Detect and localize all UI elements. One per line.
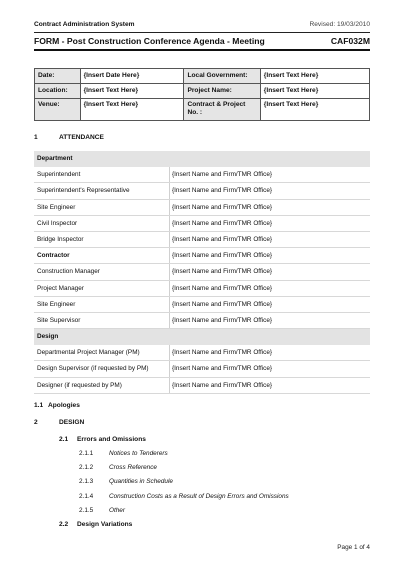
date-field[interactable]: {Insert Date Here} (80, 69, 184, 84)
agenda-item (79, 464, 369, 473)
location-field[interactable]: {Insert Text Here} (80, 84, 184, 99)
agenda-item-text: Other (109, 506, 125, 514)
section-title: Errors and Omissions (77, 436, 146, 443)
attendee-name-field[interactable]: {Insert Name and Firm/TMR Office} (172, 316, 273, 324)
column-divider (169, 264, 170, 279)
attendee-name-field[interactable]: {Insert Name and Firm/TMR Office} (172, 284, 273, 292)
form-code: CAF032M (330, 36, 370, 46)
attendee-name-field[interactable]: {Insert Name and Firm/TMR Office} (172, 365, 273, 373)
agenda-item-text: Construction Costs as a Result of Design Errors and Omissions (109, 492, 289, 500)
agenda-item-number: 2.1.5 (79, 506, 94, 514)
attendance-role: Design Supervisor (if requested by PM) (37, 365, 149, 373)
attendee-name-field[interactable]: {Insert Name and Firm/TMR Office} (172, 381, 273, 389)
page-number: Page 1 of 4 (337, 544, 370, 551)
attendance-row (34, 378, 370, 394)
attendance-row (34, 281, 370, 297)
agenda-item-number: 2.1.2 (79, 464, 94, 472)
column-divider (169, 281, 170, 296)
local-government-field[interactable]: {Insert Text Here} (260, 69, 369, 84)
attendance-role: Department (37, 155, 73, 162)
attendance-row (34, 361, 370, 377)
column-divider (169, 167, 170, 182)
section-number: 1 (34, 134, 38, 141)
contract-project-no-field[interactable]: {Insert Text Here} (260, 99, 369, 121)
revised-date: Revised: 19/03/2010 (309, 21, 370, 28)
attendance-row (34, 345, 370, 361)
attendance-role: Design (37, 333, 59, 341)
attendance-role: Civil Inspector (37, 219, 78, 227)
location-label: Location: (35, 84, 81, 99)
column-divider (169, 361, 170, 376)
attendee-name-field[interactable]: {Insert Name and Firm/TMR Office} (172, 268, 273, 276)
agenda-item (79, 507, 369, 516)
attendance-row (34, 313, 370, 329)
column-divider (169, 232, 170, 247)
attendance-role: Site Engineer (37, 203, 76, 211)
attendance-role: Site Supervisor (37, 316, 81, 324)
attendance-row (34, 264, 370, 280)
column-divider (169, 345, 170, 360)
attendee-name-field[interactable]: {Insert Name and Firm/TMR Office} (172, 235, 273, 243)
section-number: 1.1 (34, 402, 44, 409)
attendance-role: Designer (if requested by PM) (37, 381, 122, 389)
project-name-label: Project Name: (184, 84, 260, 99)
agenda-item-text: Notices to Tenderers (109, 450, 168, 457)
section-design-heading (34, 419, 234, 428)
subsection-errors-omissions-heading (59, 436, 259, 445)
attendee-name-field[interactable]: {Insert Name and Firm/TMR Office} (172, 171, 273, 179)
attendee-name-field[interactable]: {Insert Name and Firm/TMR Office} (172, 349, 273, 357)
attendance-row (34, 232, 370, 248)
form-title: FORM - Post Construction Conference Agenda - Meeting (34, 36, 265, 46)
header-rule (34, 32, 370, 33)
agenda-item (79, 493, 369, 502)
column-divider (169, 313, 170, 328)
attendee-name-field[interactable]: {Insert Name and Firm/TMR Office} (172, 300, 273, 308)
attendance-row (34, 248, 370, 264)
section-attendance-heading (34, 134, 234, 143)
attendance-role: Superintendent (37, 171, 81, 179)
attendee-name-field[interactable]: {Insert Name and Firm/TMR Office} (172, 203, 273, 211)
attendance-row (34, 297, 370, 313)
agenda-item-number: 2.1.3 (79, 478, 94, 486)
column-divider (169, 248, 170, 263)
system-name: Contract Administration System (34, 21, 135, 28)
attendance-role: Departmental Project Manager (PM) (37, 349, 140, 357)
section-title: Design Variations (77, 521, 133, 528)
column-divider (169, 183, 170, 198)
venue-label: Venue: (35, 99, 81, 121)
project-name-field[interactable]: {Insert Text Here} (260, 84, 369, 99)
attendee-name-field[interactable]: {Insert Name and Firm/TMR Office} (172, 219, 273, 227)
column-divider (169, 297, 170, 312)
attendance-row (34, 167, 370, 183)
agenda-item-number: 2.1.1 (79, 450, 94, 457)
date-label: Date: (35, 69, 81, 84)
header-title-line (34, 36, 370, 48)
attendee-name-field[interactable]: {Insert Name and Firm/TMR Office} (172, 187, 273, 195)
local-government-label: Local Government: (184, 69, 260, 84)
attendance-role: Project Manager (37, 284, 84, 292)
attendance-row (34, 183, 370, 199)
section-title: Apologies (48, 402, 80, 409)
attendance-group-row (34, 329, 370, 345)
agenda-item-text: Quantities in Schedule (109, 478, 173, 486)
header-top-line (34, 21, 370, 31)
header-rule-bold (34, 49, 370, 51)
contract-project-no-label: Contract & Project No. : (184, 99, 260, 121)
section-number: 2.1 (59, 436, 69, 443)
attendee-name-field[interactable]: {Insert Name and Firm/TMR Office} (172, 252, 273, 260)
column-divider (169, 216, 170, 231)
attendance-role: Construction Manager (37, 268, 100, 276)
attendance-table (34, 151, 370, 394)
attendance-row (34, 200, 370, 216)
section-apologies-heading (34, 402, 234, 411)
attendance-role: Bridge Inspector (37, 235, 84, 243)
agenda-item (79, 450, 369, 459)
attendance-row (34, 216, 370, 232)
column-divider (169, 378, 170, 393)
section-number: 2 (34, 419, 38, 426)
agenda-item (79, 478, 369, 487)
agenda-item-number: 2.1.4 (79, 492, 94, 500)
agenda-item-text: Cross Reference (109, 464, 157, 472)
section-number: 2.2 (59, 521, 69, 528)
subsection-design-variations-heading (59, 521, 259, 530)
attendance-group-row (34, 151, 370, 167)
attendance-role: Contractor (37, 252, 70, 260)
section-title: DESIGN (59, 419, 85, 426)
attendance-role: Superintendent's Representative (37, 187, 130, 195)
attendance-role: Site Engineer (37, 300, 76, 308)
section-title: ATTENDANCE (59, 134, 104, 141)
column-divider (169, 200, 170, 215)
venue-field[interactable]: {Insert Text Here} (80, 99, 184, 121)
meeting-info-table (34, 68, 370, 121)
